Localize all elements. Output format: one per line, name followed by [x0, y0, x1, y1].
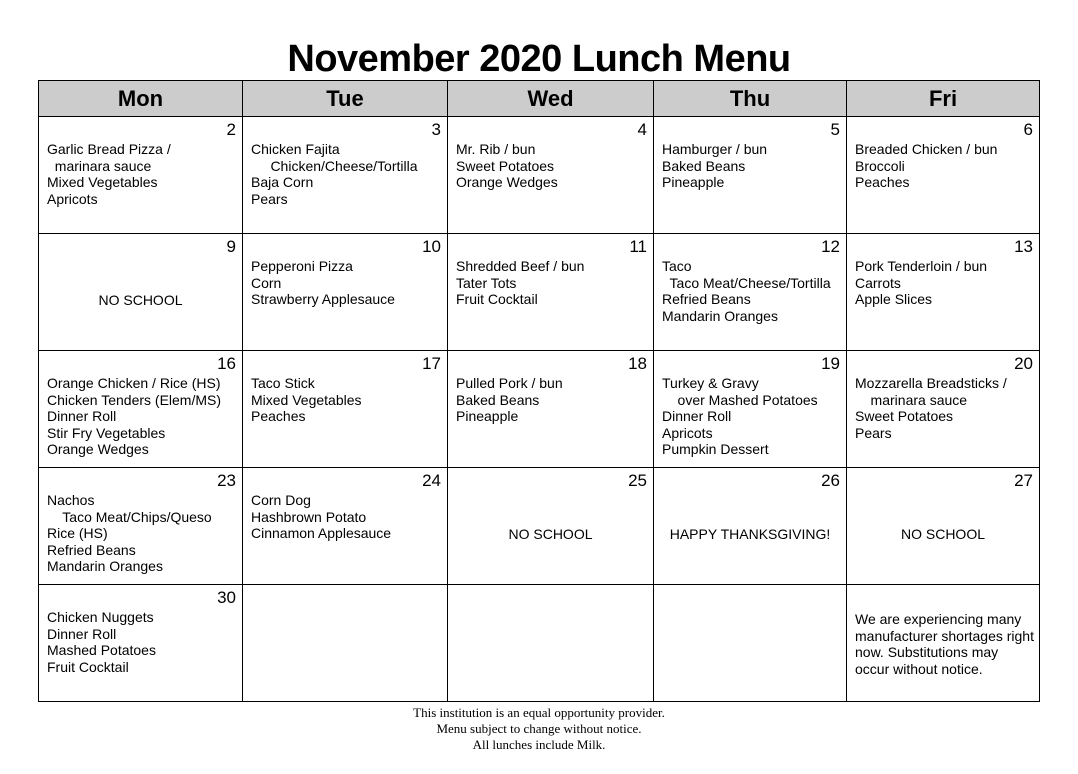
- footer-line-equal-opportunity: This institution is an equal opportunity provider.: [413, 705, 665, 720]
- day-number: 16: [217, 354, 236, 373]
- menu-item: Fruit Cocktail: [47, 658, 129, 675]
- menu-items: [855, 375, 1035, 441]
- menu-item: Chicken/Cheese/Tortilla: [251, 157, 418, 174]
- menu-item: Fruit Cocktail: [456, 291, 538, 308]
- day-cell: [39, 234, 243, 351]
- menu-item: Baked Beans: [662, 157, 746, 174]
- day-number: 10: [422, 237, 441, 256]
- day-number: 24: [422, 471, 441, 490]
- menu-item: Stir Fry Vegetables: [47, 424, 166, 441]
- week-row: [39, 351, 1040, 468]
- menu-item: Refried Beans: [47, 541, 136, 558]
- menu-item: Pears: [855, 424, 892, 441]
- weekday-header-mon: Mon: [39, 81, 243, 117]
- day-cell: [39, 585, 243, 702]
- weekday-header-tue: Tue: [243, 81, 448, 117]
- menu-item: Orange Wedges: [456, 174, 558, 191]
- day-cell: [448, 585, 654, 702]
- menu-items: [251, 258, 443, 308]
- menu-item: Corn: [251, 274, 282, 291]
- week-row: [39, 585, 1040, 702]
- day-cell: [654, 468, 847, 585]
- menu-items: [47, 141, 238, 207]
- menu-items: [251, 141, 443, 207]
- weekday-header-thu: Thu: [654, 81, 847, 117]
- menu-item: Mozzarella Breadsticks /: [855, 375, 1007, 391]
- day-number: 12: [821, 237, 840, 256]
- day-cell: [448, 468, 654, 585]
- menu-item: Pineapple: [662, 174, 725, 191]
- menu-item: marinara sauce: [855, 391, 968, 408]
- day-number: 25: [628, 471, 647, 490]
- day-cell: [847, 117, 1040, 234]
- menu-item: Pork Tenderloin / bun: [855, 258, 988, 274]
- menu-items: [251, 492, 443, 542]
- weekday-header-wed: Wed: [448, 81, 654, 117]
- menu-item: Pepperoni Pizza: [251, 258, 353, 274]
- day-number: 30: [217, 588, 236, 607]
- day-message: NO SCHOOL: [900, 526, 985, 542]
- day-number: 20: [1014, 354, 1033, 373]
- menu-item: Dinner Roll: [47, 625, 117, 642]
- menu-item: Apricots: [662, 424, 713, 441]
- menu-item: Orange Wedges: [47, 441, 149, 458]
- menu-item: Broccoli: [855, 157, 905, 174]
- day-cell: [448, 117, 654, 234]
- menu-item: Refried Beans: [662, 291, 751, 308]
- week-row: [39, 117, 1040, 234]
- menu-item: Pears: [251, 190, 288, 207]
- menu-item: Tater Tots: [456, 274, 517, 291]
- day-number: 18: [628, 354, 647, 373]
- menu-item: Pumpkin Dessert: [662, 441, 769, 458]
- day-number: 11: [629, 237, 647, 256]
- day-number: 3: [431, 120, 441, 139]
- menu-items: [47, 609, 238, 675]
- day-cell: [243, 117, 448, 234]
- day-cell: [654, 585, 847, 702]
- menu-item: Turkey & Gravy: [662, 375, 759, 391]
- day-number: 13: [1014, 237, 1033, 256]
- day-cell: [654, 351, 847, 468]
- day-message: NO SCHOOL: [508, 526, 593, 542]
- day-cell: [847, 234, 1040, 351]
- menu-item: over Mashed Potatoes: [662, 391, 818, 408]
- day-cell: [39, 468, 243, 585]
- menu-items: [855, 141, 1035, 191]
- menu-item: Dinner Roll: [47, 408, 117, 425]
- menu-item: Peaches: [855, 174, 910, 191]
- day-cell: [448, 351, 654, 468]
- menu-items: [662, 258, 842, 324]
- menu-item: Dinner Roll: [662, 408, 732, 425]
- menu-item: Mandarin Oranges: [47, 558, 163, 575]
- week-row: [39, 234, 1040, 351]
- menu-item: Corn Dog: [251, 492, 311, 508]
- menu-item: Taco Meat/Cheese/Tortilla: [662, 274, 831, 291]
- menu-item: Pineapple: [456, 408, 519, 425]
- calendar-table: [38, 80, 1040, 702]
- day-cell: [243, 585, 448, 702]
- menu-item: Breaded Chicken / bun: [855, 141, 998, 157]
- day-number: 17: [422, 354, 441, 373]
- day-number: 4: [637, 120, 647, 139]
- page-title: November 2020 Lunch Menu: [287, 38, 791, 80]
- menu-item: Apricots: [47, 190, 98, 207]
- day-cell: [243, 234, 448, 351]
- menu-items: [47, 492, 238, 575]
- day-cell: [654, 117, 847, 234]
- menu-item: Mr. Rib / bun: [456, 141, 536, 157]
- menu-item: Baked Beans: [456, 391, 540, 408]
- day-message: HAPPY THANKSGIVING!: [669, 526, 831, 542]
- day-number: 9: [226, 237, 236, 256]
- menu-item: Baja Corn: [251, 174, 314, 191]
- menu-item: Hashbrown Potato: [251, 508, 367, 525]
- day-message: NO SCHOOL: [98, 292, 183, 308]
- day-cell: [847, 351, 1040, 468]
- menu-item: Peaches: [251, 408, 306, 425]
- menu-items: [456, 141, 649, 191]
- day-number: 27: [1014, 471, 1033, 490]
- menu-item: Mashed Potatoes: [47, 642, 156, 659]
- menu-item: Chicken Tenders (Elem/MS): [47, 391, 222, 408]
- menu-item: Nachos: [47, 492, 95, 508]
- menu-items: [47, 375, 238, 458]
- menu-items: [662, 375, 842, 458]
- footer-notes: [0, 705, 1078, 753]
- week-row: [39, 468, 1040, 585]
- menu-item: Sweet Potatoes: [855, 408, 954, 425]
- menu-item: Taco: [662, 258, 692, 274]
- menu-item: Strawberry Applesauce: [251, 291, 395, 308]
- footer-line-milk: All lunches include Milk.: [472, 737, 606, 752]
- menu-item: Mixed Vegetables: [47, 174, 158, 191]
- day-cell: [243, 468, 448, 585]
- day-number: 19: [821, 354, 840, 373]
- day-cell: [243, 351, 448, 468]
- menu-item: Carrots: [855, 274, 901, 291]
- menu-item: Cinnamon Applesauce: [251, 525, 392, 542]
- day-number: 2: [226, 120, 236, 139]
- menu-item: Chicken Nuggets: [47, 609, 154, 625]
- menu-items: [456, 258, 649, 308]
- weekday-header-row: [39, 81, 1040, 117]
- menu-items: [662, 141, 842, 191]
- menu-items: [456, 375, 649, 425]
- menu-item: Garlic Bread Pizza /: [47, 141, 171, 157]
- menu-item: marinara sauce: [47, 157, 152, 174]
- menu-item: Hamburger / bun: [662, 141, 768, 157]
- menu-items: [251, 375, 443, 425]
- day-number: 5: [830, 120, 840, 139]
- menu-item: Apple Slices: [855, 291, 933, 308]
- day-number: 6: [1023, 120, 1033, 139]
- menu-item: Rice (HS): [47, 525, 108, 542]
- substitution-note: We are experiencing many manufacturer shortages right now. Substitutions may occur without notice.: [855, 611, 1034, 677]
- day-cell: [847, 468, 1040, 585]
- day-number: 26: [821, 471, 840, 490]
- menu-item: Taco Stick: [251, 375, 315, 391]
- menu-item: Taco Meat/Chips/Queso: [47, 508, 212, 525]
- footer-line-subject-to-change: Menu subject to change without notice.: [436, 721, 642, 736]
- day-number: 23: [217, 471, 236, 490]
- menu-item: Orange Chicken / Rice (HS): [47, 375, 221, 391]
- weekday-header-fri: Fri: [847, 81, 1040, 117]
- day-cell: [654, 234, 847, 351]
- day-cell: [847, 585, 1040, 702]
- menu-item: Chicken Fajita: [251, 141, 340, 157]
- menu-item: Mixed Vegetables: [251, 391, 362, 408]
- menu-item: Sweet Potatoes: [456, 157, 555, 174]
- menu-item: Shredded Beef / bun: [456, 258, 585, 274]
- day-cell: [39, 351, 243, 468]
- menu-items: [855, 258, 1035, 308]
- menu-item: Pulled Pork / bun: [456, 375, 563, 391]
- day-cell: [39, 117, 243, 234]
- menu-item: Mandarin Oranges: [662, 307, 778, 324]
- calendar-body: [39, 117, 1040, 702]
- day-cell: [448, 234, 654, 351]
